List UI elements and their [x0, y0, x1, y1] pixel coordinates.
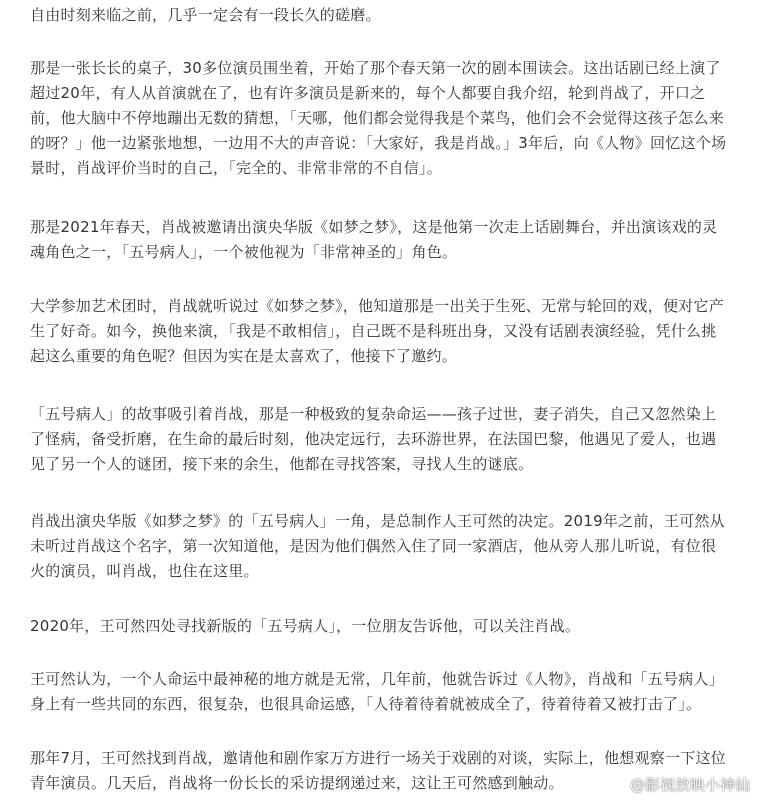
- watermark-text: @影视放映小神仙: [629, 776, 750, 794]
- weibo-logo-icon: [604, 776, 626, 794]
- paragraph-6: 肖战出演央华版《如梦之梦》的「五号病人」一角，是总制作人王可然的决定。2019年之前，王可然从未听过肖战这个名字，第一次知道他，是因为他们偶然入住了同一家酒店，他从旁人那儿听说，有位很火的演员，叫肖战，也住在这里。: [30, 512, 725, 580]
- paragraph-3: 那是2021年春天，肖战被邀请出演央华版《如梦之梦》，这是他第一次走上话剧舞台，并出演该戏的灵魂角色之一，「五号病人」，一个被他视为「非常神圣的」角色。: [30, 218, 718, 261]
- paragraph-1: 自由时刻来临之前，几乎一定会有一段长久的磋磨。: [30, 6, 381, 24]
- paragraph-2: 那是一张长长的桌子，30多位演员围坐着，开始了那个春天第一次的剧本围读会。这出话剧已经上演了超过20年，有人从首演就在了，也有许多演员是新来的，每个人都要自我介绍，轮到肖战了，开口之前，他大脑中不停地蹦出无数的猜想，「天哪，他们都会觉得我是个菜鸟，他们会不会觉得这孩子怎么来的呀？」他一边紧张地想，一边用不大的声音说：「大家好，我是肖战。」3年后，向《人物》回忆这个场景时，肖战评价当时的自己，「完全的、非常非常的不自信」。: [30, 59, 727, 177]
- paragraph-4: 大学参加艺术团时，肖战就听说过《如梦之梦》，他知道那是一出关于生死、无常与轮回的戏，便对它产生了好奇。如今，换他来演，「我是不敢相信」，自己既不是科班出身，又没有话剧表演经验，凭什么挑起这么重要的角色呢？但因为实在是太喜欢了，他接下了邀约。: [30, 297, 725, 365]
- paragraph-8: 王可然认为，一个人命运中最神秘的地方就是无常，几年前，他就告诉过《人物》，肖战和「五号病人」身上有一些共同的东西，很复杂，也很具命运感，「人待着待着就被成全了，待着待着又被打击了」。: [30, 670, 725, 713]
- paragraph-5: 「五号病人」的故事吸引着肖战，那是一种极致的复杂命运——孩子过世，妻子消失，自己又忽然染上了怪病，备受折磨，在生命的最后时刻，他决定远行，去环游世界，在法国巴黎，他遇见了爱人，也遇见了另一个人的谜团，接下来的余生，他都在寻找答案，寻找人生的谜底。: [30, 405, 717, 473]
- paragraph-9: 那年7月，王可然找到肖战，邀请他和剧作家万方进行一场关于戏剧的对谈，实际上，他想观察一下这位青年演员。几天后，肖战将一份长长的采访提纲递过来，这让王可然感到触动。: [30, 749, 727, 792]
- watermark: [604, 774, 750, 795]
- paragraph-7: 2020年，王可然四处寻找新版的「五号病人」，一位朋友告诉他，可以关注肖战。: [30, 617, 581, 635]
